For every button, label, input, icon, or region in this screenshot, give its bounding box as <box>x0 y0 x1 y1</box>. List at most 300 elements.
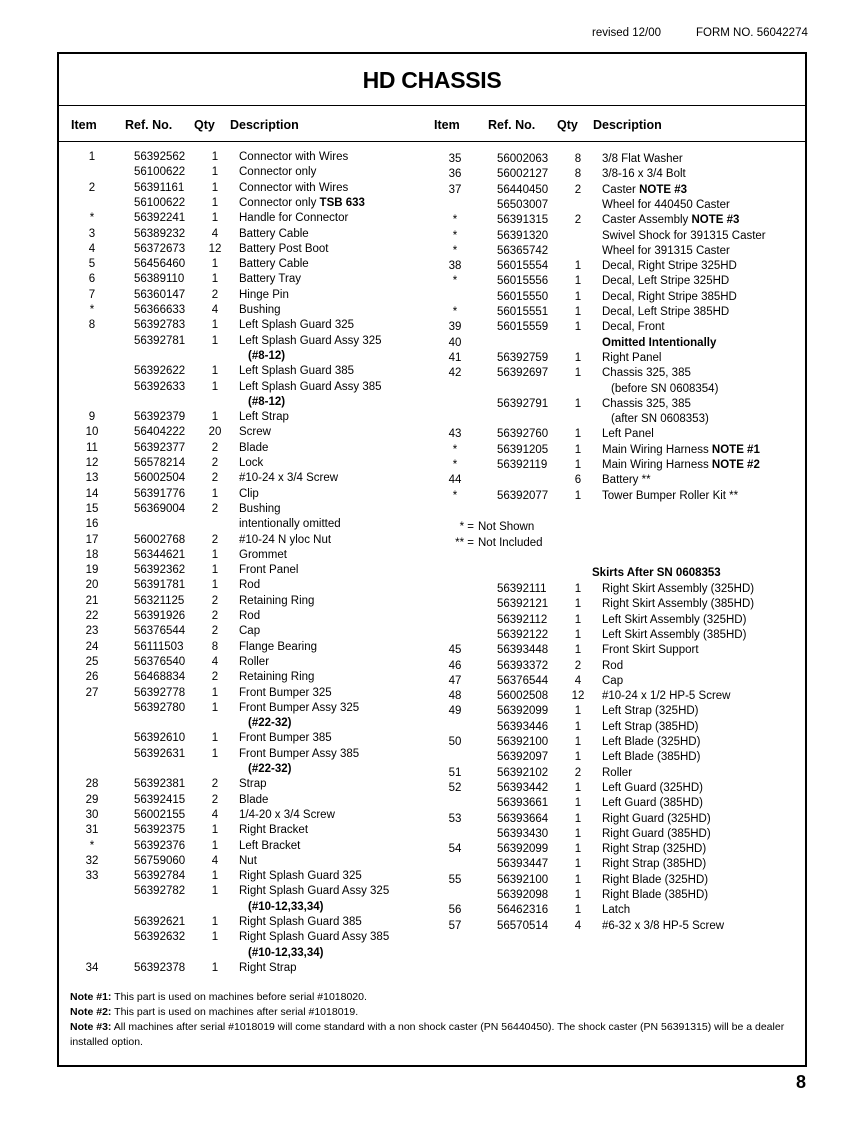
description: Left Splash Guard 325 <box>239 319 355 332</box>
quantity: 1 <box>574 904 582 917</box>
item-number: 39 <box>448 321 462 334</box>
quantity: 2 <box>211 793 219 806</box>
ref-number: 56015554 <box>497 260 549 273</box>
item-number: 2 <box>88 181 96 194</box>
description: Right Bracket <box>239 824 309 837</box>
item-number: * <box>452 275 458 288</box>
ref-number: 56392778 <box>134 686 186 699</box>
quantity: 1 <box>574 644 582 657</box>
ref-number: 56392099 <box>497 705 549 718</box>
quantity: 1 <box>211 870 219 883</box>
note-text: This part is used on machines before serial #1018020. <box>111 991 367 1003</box>
description-line <box>248 395 285 410</box>
form-number: FORM NO. 56042274 <box>696 27 808 39</box>
quantity: 1 <box>574 613 582 626</box>
item-number: 10 <box>85 426 99 439</box>
item-number: 21 <box>85 594 99 607</box>
quantity: 1 <box>574 321 582 334</box>
ref-number: 56393664 <box>497 812 549 825</box>
item-number: 8 <box>88 319 96 332</box>
item-number: 37 <box>448 183 462 196</box>
description: Screw <box>239 426 271 439</box>
item-number: 43 <box>448 428 462 441</box>
item-number: 14 <box>85 487 99 500</box>
description-emphasis: NOTE #2 <box>711 459 760 471</box>
quantity: 1 <box>211 747 219 760</box>
description-emphasis: (#22-32) <box>248 717 292 730</box>
ref-number: 56393661 <box>497 797 549 810</box>
ref-number: 56392780 <box>134 701 186 714</box>
item-number: 46 <box>448 659 462 672</box>
quantity: 12 <box>571 690 585 703</box>
item-number: * <box>452 459 458 471</box>
description: Left Strap <box>239 411 289 424</box>
description: Left Guard (325HD) <box>602 781 703 794</box>
item-number: 40 <box>448 336 462 349</box>
quantity: 1 <box>574 275 582 288</box>
description: Front Bumper Assy 325 <box>239 701 360 714</box>
description: Decal, Left Stripe 385HD <box>602 306 730 318</box>
description: Cap <box>602 674 624 687</box>
description-emphasis: NOTE #3 <box>691 214 740 227</box>
item-number: 13 <box>85 472 99 485</box>
description-line <box>248 716 291 731</box>
description: Left Splash Guard Assy 325 <box>239 334 382 347</box>
quantity: 1 <box>574 720 582 733</box>
quantity: 1 <box>211 916 219 928</box>
legend-text: Not Included <box>478 537 543 549</box>
item-number: 44 <box>448 474 462 487</box>
description: Decal, Right Stripe 385HD <box>602 290 737 303</box>
col-qty: Qty <box>194 118 215 132</box>
item-number: 4 <box>88 242 96 255</box>
ref-number: 56392379 <box>134 411 186 424</box>
item-number: 20 <box>85 579 99 592</box>
description-line <box>248 762 291 777</box>
page-title: HD CHASSIS <box>362 67 502 93</box>
description-emphasis: (#8-12) <box>248 349 286 362</box>
ref-number: 56393448 <box>497 644 549 657</box>
note-label: Note #3: <box>70 1021 112 1033</box>
item-number: 24 <box>85 640 99 653</box>
title-divider <box>59 105 805 106</box>
description: Front Bumper 385 <box>239 732 332 745</box>
quantity: 2 <box>211 671 219 684</box>
description: Connector with Wires <box>239 181 349 194</box>
description-emphasis: TSB 633 <box>319 196 365 209</box>
ref-number: 56570514 <box>497 919 549 932</box>
description-line <box>248 946 323 961</box>
quantity: 1 <box>211 579 219 592</box>
ref-number: 56391315 <box>497 214 549 227</box>
ref-number: 56392791 <box>497 397 549 410</box>
ref-number: 56393442 <box>497 781 549 794</box>
ref-number: 56392111 <box>497 583 547 595</box>
item-number: 5 <box>88 258 96 271</box>
quantity: 1 <box>574 889 582 901</box>
description: Right Guard (385HD) <box>602 827 711 840</box>
quantity: 1 <box>574 797 582 810</box>
description: Wheel for 391315 Caster <box>602 244 730 257</box>
description: Right Skirt Assembly (325HD) <box>602 583 755 595</box>
quantity: 1 <box>211 196 219 209</box>
ref-number: 56392097 <box>497 751 549 764</box>
quantity: 6 <box>574 474 582 487</box>
ref-number: 56002504 <box>134 472 186 485</box>
description-text: Caster <box>602 183 640 196</box>
description-line <box>248 900 323 915</box>
quantity: 1 <box>211 961 219 974</box>
ref-number: 56366633 <box>134 304 186 316</box>
description: Right Panel <box>602 351 662 364</box>
description: #10-24 x 3/4 Screw <box>239 472 339 485</box>
description: #6-32 x 3/8 HP-5 Screw <box>602 919 725 932</box>
item-number: 30 <box>85 808 99 821</box>
description: Right Guard (325HD) <box>602 812 711 825</box>
ref-number: 56392375 <box>134 824 186 837</box>
quantity: 1 <box>574 705 582 718</box>
description-text: Caster Assembly <box>602 214 692 227</box>
ref-number: 56392377 <box>134 441 186 454</box>
legend-symbol: * = <box>459 521 474 533</box>
quantity: 1 <box>574 306 582 318</box>
ref-number: 56391161 <box>134 181 185 194</box>
ref-number: 56404222 <box>134 426 186 439</box>
ref-number: 56392100 <box>497 873 549 886</box>
item-number: 3 <box>88 227 96 240</box>
description: Retaining Ring <box>239 671 315 684</box>
ref-number: 56015559 <box>497 321 549 334</box>
description: Connector only <box>239 166 317 179</box>
item-number: 33 <box>85 870 99 883</box>
item-number: 36 <box>448 168 462 181</box>
description: #10-24 N yloc Nut <box>239 533 332 546</box>
quantity: 1 <box>574 751 582 764</box>
ref-number: 56392415 <box>134 793 186 806</box>
item-number: 49 <box>448 705 462 718</box>
quantity: 20 <box>208 426 222 439</box>
ref-number: 56392362 <box>134 564 186 577</box>
quantity: 1 <box>574 290 582 303</box>
item-number: 9 <box>88 411 96 424</box>
description: intentionally omitted <box>239 518 341 531</box>
description: Chassis 325, 385 <box>602 397 691 410</box>
ref-number: 56389110 <box>134 273 185 286</box>
quantity: 2 <box>211 778 219 791</box>
description: Right Blade (385HD) <box>602 889 709 901</box>
quantity: 12 <box>208 242 222 255</box>
quantity: 2 <box>211 441 219 454</box>
description-line <box>248 349 285 364</box>
quantity: 1 <box>211 701 219 714</box>
description: Right Blade (325HD) <box>602 873 709 886</box>
ref-number: 56578214 <box>134 457 186 469</box>
description-line <box>602 443 760 458</box>
description: 3/8-16 x 3/4 Bolt <box>602 168 686 181</box>
description-emphasis: (#10-12,33,34) <box>248 946 324 959</box>
ref-number: 56376544 <box>134 625 186 638</box>
item-number: 6 <box>88 273 96 286</box>
description-emphasis: (#10-12,33,34) <box>248 900 324 913</box>
ref-number: 56392099 <box>497 843 549 856</box>
description-emphasis: NOTE #3 <box>639 183 688 196</box>
item-number: 29 <box>85 793 99 806</box>
ref-number: 56015550 <box>497 290 549 303</box>
description-line <box>602 183 687 198</box>
col-desc: Description <box>593 118 662 132</box>
item-number: * <box>452 443 458 456</box>
ref-number: 56393446 <box>497 720 549 733</box>
ref-number: 56392781 <box>134 334 186 347</box>
description: Decal, Right Stripe 325HD <box>602 260 737 273</box>
ref-number: 56392098 <box>497 889 549 901</box>
description: Left Blade (325HD) <box>602 736 701 748</box>
description: Wheel for 440450 Caster <box>602 198 730 211</box>
quantity: 1 <box>574 260 582 273</box>
quantity: 1 <box>574 397 582 410</box>
quantity: 1 <box>211 319 219 332</box>
ref-number: 56391205 <box>497 443 549 456</box>
ref-number: 56392697 <box>497 367 549 380</box>
ref-number: 56393372 <box>497 659 549 672</box>
description: Blade <box>239 793 269 806</box>
quantity: 1 <box>211 334 219 347</box>
description-emphasis: (#22-32) <box>248 763 292 775</box>
ref-number: 56100622 <box>134 166 186 179</box>
description: Right Splash Guard Assy 385 <box>239 931 390 944</box>
ref-number: 56002768 <box>134 533 186 546</box>
parts-list-frame <box>57 52 807 1067</box>
item-number: 23 <box>85 625 99 638</box>
item-number: 12 <box>85 457 99 469</box>
ref-number: 56100622 <box>134 196 186 209</box>
item-number: 28 <box>85 778 99 791</box>
quantity: 1 <box>574 489 582 502</box>
ref-number: 56393430 <box>497 827 549 840</box>
ref-number: 56392112 <box>497 613 548 626</box>
quantity: 8 <box>574 153 582 165</box>
quantity: 1 <box>574 443 582 456</box>
quantity: 2 <box>211 610 219 622</box>
item-number: 25 <box>85 655 99 668</box>
item-number: 19 <box>85 564 99 577</box>
ref-number: 56392783 <box>134 319 186 332</box>
ref-number: 56392633 <box>134 380 186 393</box>
description: Left Skirt Assembly (325HD) <box>602 613 747 626</box>
quantity: 1 <box>211 411 219 424</box>
col-item: Item <box>434 118 460 132</box>
quantity: 1 <box>574 781 582 794</box>
item-number: * <box>452 489 458 502</box>
ref-number: 56392632 <box>134 931 186 944</box>
ref-number: 56111503 <box>134 640 184 653</box>
description: Strap <box>239 778 267 791</box>
description: Cap <box>239 625 261 638</box>
ref-number: 56002155 <box>134 808 186 821</box>
item-number: 35 <box>448 153 462 165</box>
quantity: 1 <box>211 166 219 179</box>
item-number: * <box>452 229 458 242</box>
item-number: 18 <box>85 548 99 561</box>
quantity: 1 <box>574 351 582 364</box>
description: Roller <box>239 655 270 668</box>
revised-date: revised 12/00 <box>592 27 662 39</box>
description: Flange Bearing <box>239 640 317 653</box>
quantity: 1 <box>211 824 219 837</box>
description-emphasis: NOTE #1 <box>711 443 760 456</box>
description-line <box>239 196 365 211</box>
quantity: 2 <box>211 625 219 638</box>
quantity: 1 <box>211 548 219 561</box>
quantity: 1 <box>211 273 219 286</box>
note-label: Note #1: <box>70 991 112 1003</box>
item-number: 52 <box>448 781 462 794</box>
quantity: 2 <box>211 502 219 515</box>
quantity: 1 <box>574 858 582 871</box>
ref-number: 56392100 <box>497 736 549 748</box>
item-number: 38 <box>448 260 462 273</box>
description: Front Bumper 325 <box>239 686 332 699</box>
legend-symbol: ** = <box>455 537 474 549</box>
ref-number: 56392784 <box>134 870 186 883</box>
quantity: 2 <box>211 457 219 469</box>
quantity: 2 <box>574 659 582 672</box>
description: Left Strap (325HD) <box>602 705 699 718</box>
description: 1/4-20 x 3/4 Screw <box>239 808 335 821</box>
ref-number: 56392121 <box>497 598 549 611</box>
item-number: 53 <box>448 812 462 825</box>
description: Rod <box>602 659 624 672</box>
description-line <box>602 213 739 228</box>
item-number: 51 <box>448 766 462 779</box>
quantity: 8 <box>211 640 219 653</box>
description: Rod <box>239 579 261 592</box>
description: Front Skirt Support <box>602 644 699 657</box>
ref-number: 56392631 <box>134 747 186 760</box>
description: Decal, Front <box>602 321 665 334</box>
ref-number: 56392376 <box>134 839 186 852</box>
description-emphasis: (#8-12) <box>248 395 286 408</box>
item-number: * <box>452 244 458 257</box>
description: Handle for Connector <box>239 212 349 225</box>
description: Left Guard (385HD) <box>602 797 703 810</box>
quantity: 8 <box>574 168 582 181</box>
quantity: 1 <box>574 843 582 856</box>
quantity: 1 <box>574 812 582 825</box>
description: #10-24 x 1/2 HP-5 Screw <box>602 690 731 703</box>
description: Battery Cable <box>239 227 309 240</box>
description-text: Connector only <box>239 196 320 209</box>
quantity: 4 <box>211 655 219 668</box>
quantity: 2 <box>574 183 582 196</box>
description: Latch <box>602 904 631 917</box>
description: Right Strap (385HD) <box>602 858 707 871</box>
ref-number: 56365742 <box>497 244 549 257</box>
description-text: Main Wiring Harness <box>602 443 712 456</box>
col-desc: Description <box>230 118 299 132</box>
quantity: 4 <box>211 227 219 240</box>
ref-number: 56440450 <box>497 183 549 196</box>
ref-number: 56391776 <box>134 487 186 500</box>
ref-number: 56015556 <box>497 275 549 288</box>
description: Front Bumper Assy 385 <box>239 747 360 760</box>
ref-number: 56462316 <box>497 904 549 917</box>
description-text: Main Wiring Harness <box>602 459 712 471</box>
ref-number: 56392241 <box>134 212 186 225</box>
description: Left Panel <box>602 428 654 441</box>
description: Front Panel <box>239 564 299 577</box>
quantity: 1 <box>574 736 582 748</box>
ref-number: 56759060 <box>134 854 186 867</box>
ref-number: 56015551 <box>497 306 549 318</box>
item-number: 34 <box>85 961 99 974</box>
description: Clip <box>239 487 259 500</box>
item-number: 1 <box>88 151 96 163</box>
quantity: 1 <box>574 827 582 840</box>
col-ref: Ref. No. <box>488 118 536 132</box>
quantity: 1 <box>211 686 219 699</box>
description: Left Strap (385HD) <box>602 720 699 733</box>
quantity: 1 <box>211 487 219 500</box>
item-number: 11 <box>86 441 98 454</box>
quantity: 1 <box>574 628 582 641</box>
ref-number: 56002127 <box>497 168 549 181</box>
quantity: 1 <box>211 212 219 225</box>
quantity: 2 <box>211 472 219 485</box>
col-ref: Ref. No. <box>125 118 173 132</box>
note-1 <box>70 990 795 1005</box>
quantity: 1 <box>574 873 582 886</box>
description: Left Skirt Assembly (385HD) <box>602 628 747 641</box>
ref-number: 56392610 <box>134 732 186 745</box>
item-number: 16 <box>85 518 99 531</box>
description: Left Splash Guard Assy 385 <box>239 380 382 393</box>
description: Right Splash Guard 385 <box>239 916 362 928</box>
description: Hinge Pin <box>239 288 289 301</box>
ref-number: 56372673 <box>134 242 186 255</box>
item-number: 47 <box>448 674 462 687</box>
description: Decal, Left Stripe 325HD <box>602 275 730 288</box>
ref-number: 56389232 <box>134 227 186 240</box>
description: Battery ** <box>602 474 651 487</box>
description: Battery Tray <box>239 273 301 286</box>
description: Nut <box>239 854 257 867</box>
ref-number: 56393447 <box>497 858 549 871</box>
item-number: 32 <box>85 854 99 867</box>
quantity: 1 <box>211 151 219 163</box>
quantity: 1 <box>211 885 219 898</box>
item-number: 55 <box>448 873 462 886</box>
ref-number: 56392378 <box>134 961 186 974</box>
quantity: 1 <box>574 459 582 471</box>
description: Right Strap (325HD) <box>602 843 707 856</box>
note-2 <box>70 1005 795 1020</box>
quantity: 1 <box>574 367 582 380</box>
ref-number: 56344621 <box>134 548 186 561</box>
item-number: * <box>89 839 95 852</box>
quantity: 2 <box>211 594 219 607</box>
description: Left Splash Guard 385 <box>239 365 355 378</box>
item-number: 48 <box>448 690 462 703</box>
ref-number: 56456460 <box>134 258 186 271</box>
item-number: 56 <box>448 904 462 917</box>
quantity: 1 <box>211 365 219 378</box>
item-number: * <box>452 306 458 318</box>
page-number: 8 <box>795 1072 806 1092</box>
note-3 <box>70 1020 795 1050</box>
description: Bushing <box>239 304 281 316</box>
note-label: Note #2: <box>70 1006 112 1018</box>
